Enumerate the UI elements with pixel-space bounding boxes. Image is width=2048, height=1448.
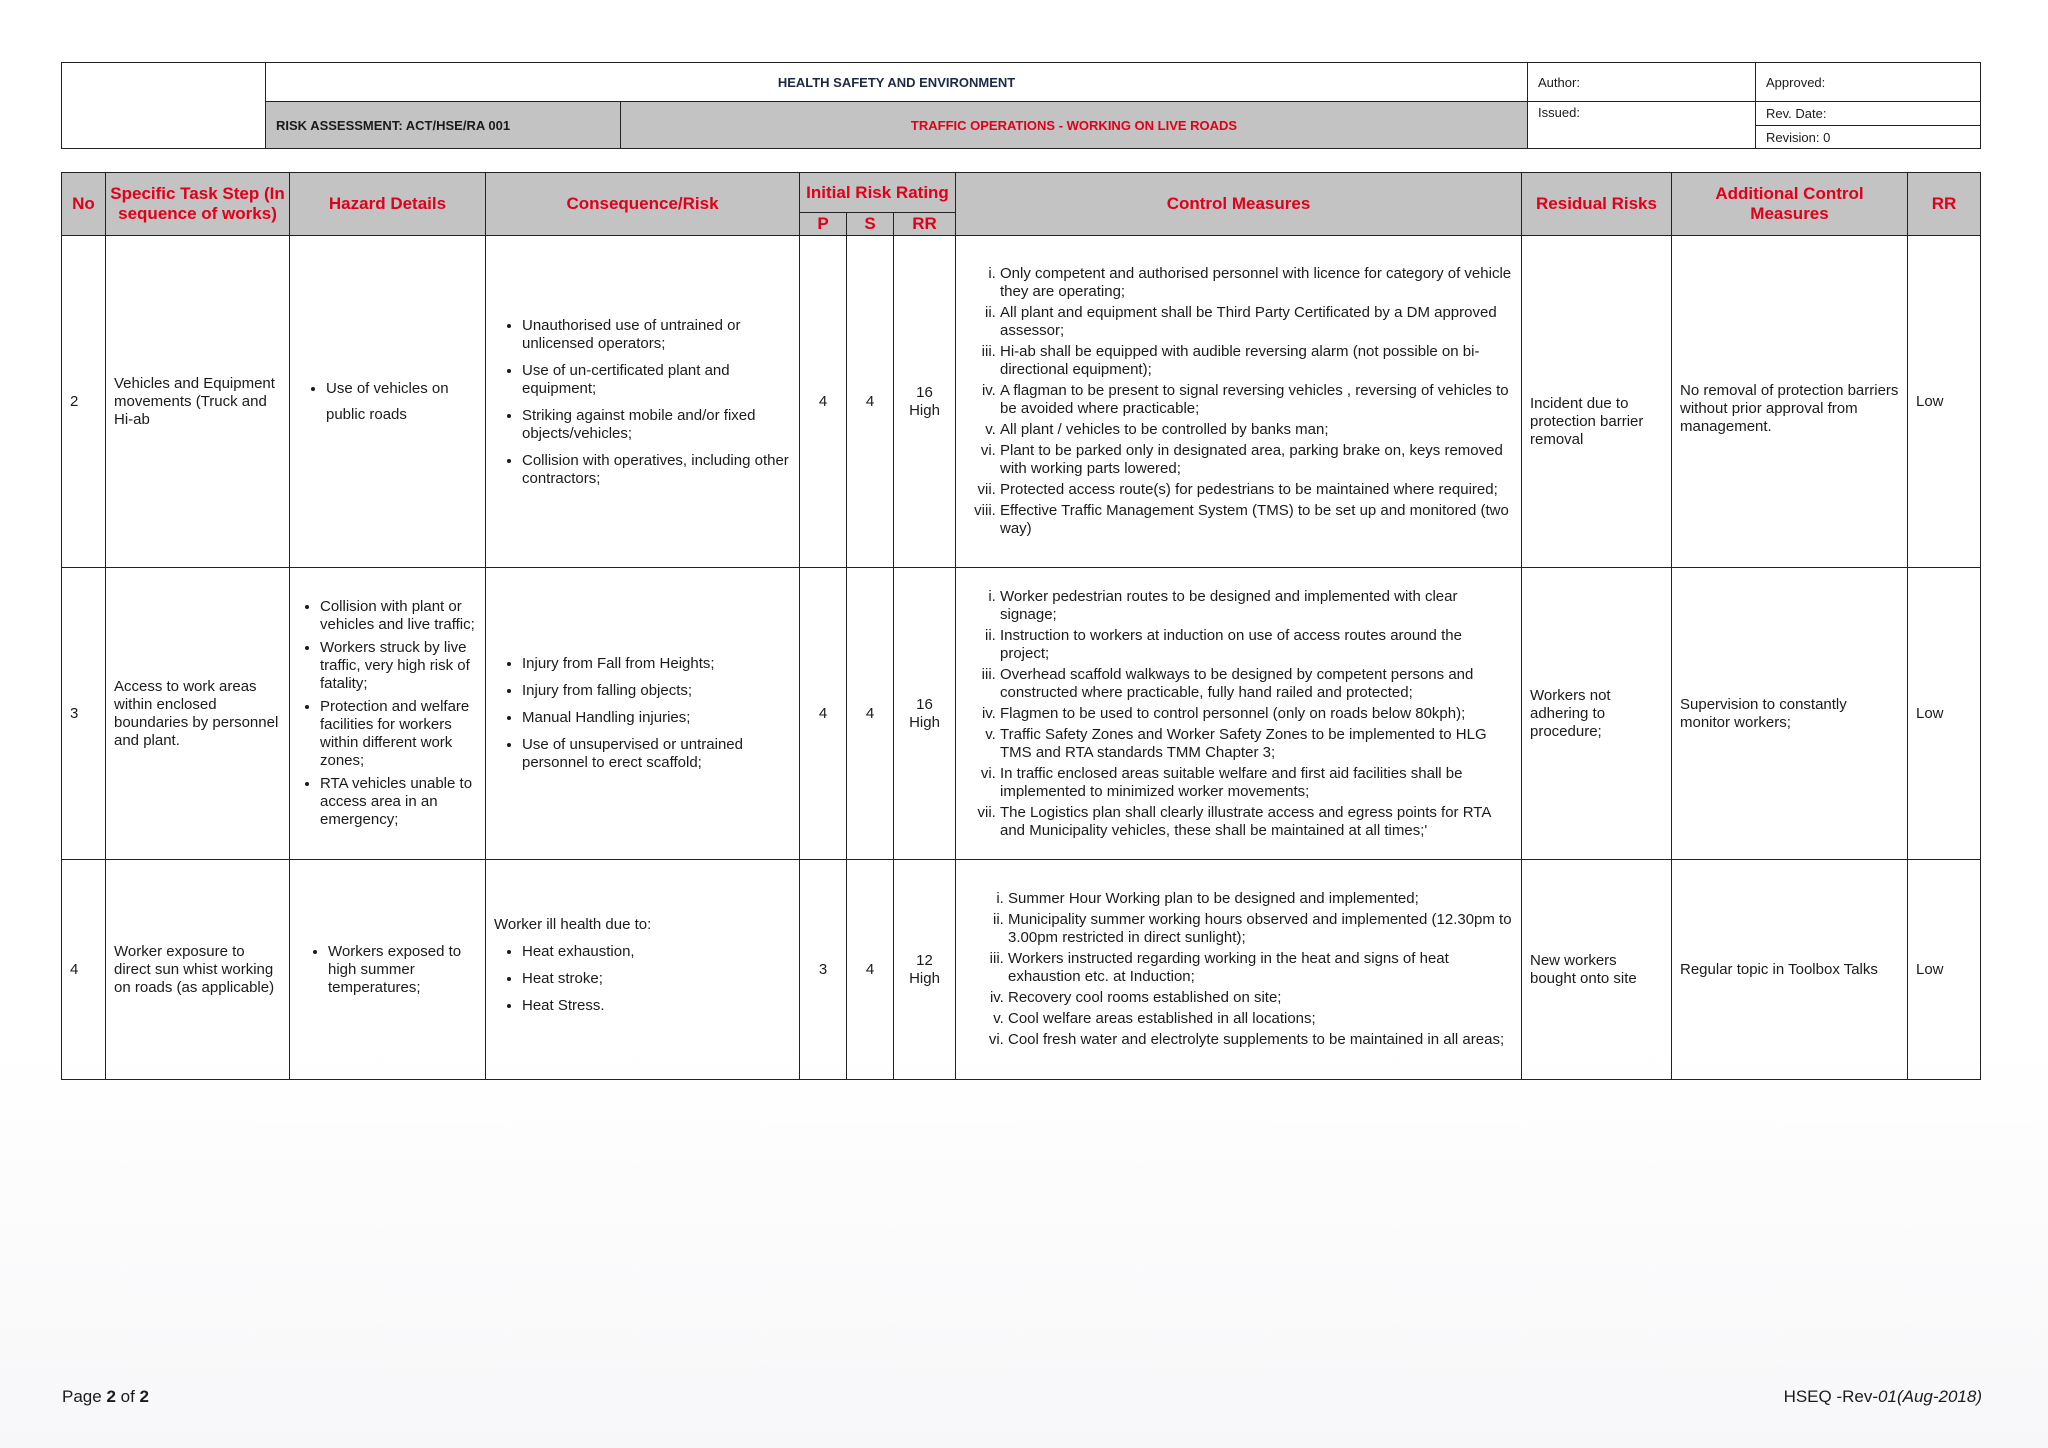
document-header bbox=[61, 62, 1981, 149]
list-item: • RTA vehicles unable to access area in an emergency; bbox=[320, 775, 477, 829]
page-of: of bbox=[115, 1387, 140, 1406]
list-item: • Manual Handling injuries; bbox=[522, 709, 791, 727]
col-header-additional: Additional Control Measures bbox=[1672, 173, 1908, 236]
list-item: vii. Protected access route(s) for pedestrians to be maintained where required; bbox=[1000, 481, 1513, 499]
revision-field: Revision: 0 bbox=[1756, 126, 1981, 149]
severity: 4 bbox=[847, 860, 894, 1080]
row-number: 4 bbox=[62, 860, 106, 1080]
list-item: ii. Municipality summer working hours observed and implemented (12.30pm to 3.00pm restricted in direct sunlight); bbox=[1008, 911, 1513, 947]
table-row bbox=[62, 236, 1981, 568]
list-item: • Protection and welfare facilities for workers within different work zones; bbox=[320, 698, 477, 770]
section-title: HEALTH SAFETY AND ENVIRONMENT bbox=[266, 63, 1528, 102]
document-reference bbox=[1784, 1387, 1982, 1407]
probability: 3 bbox=[800, 860, 847, 1080]
list-item: v. Cool welfare areas established in all locations; bbox=[1008, 1010, 1513, 1028]
page-total: 2 bbox=[139, 1387, 149, 1406]
list-item: i. Only competent and authorised personnel with licence for category of vehicle they are operating; bbox=[1000, 265, 1513, 301]
residual-risk bbox=[1522, 236, 1672, 568]
risk-assessment-title: TRAFFIC OPERATIONS - WORKING ON LIVE ROADS bbox=[621, 102, 1528, 149]
list-item: • Workers exposed to high summer temperatures; bbox=[328, 943, 477, 997]
residual-risk-text: Incident due to protection barrier removal bbox=[1530, 394, 1644, 448]
list-item: ii. Instruction to workers at induction on use of access routes around the project; bbox=[1000, 627, 1513, 663]
list-item: vi. Cool fresh water and electrolyte supplements to be maintained in all areas; bbox=[1008, 1031, 1513, 1049]
hazard-details bbox=[290, 568, 486, 860]
col-header-hazard: Hazard Details bbox=[290, 173, 486, 236]
logo-placeholder bbox=[62, 63, 266, 149]
list-item: • Workers struck by live traffic, very high risk of fatality; bbox=[320, 639, 477, 693]
col-header-rr-final: RR bbox=[1908, 173, 1981, 236]
list-item: v. All plant / vehicles to be controlled by banks man; bbox=[1000, 421, 1513, 439]
list-item: ii. All plant and equipment shall be Third Party Certificated by a DM approved assessor; bbox=[1000, 304, 1513, 340]
list-item: v. Traffic Safety Zones and Worker Safety Zones to be implemented to HLG TMS and RTA standards TMM Chapter 3; bbox=[1000, 726, 1513, 762]
doc-ref: HSEQ -Rev- bbox=[1783, 1387, 1879, 1406]
page-current: 2 bbox=[106, 1387, 116, 1406]
risk-rating-level: High bbox=[909, 969, 940, 987]
severity: 4 bbox=[847, 236, 894, 568]
table-row bbox=[62, 860, 1981, 1080]
list-item: iii. Overhead scaffold walkways to be designed by competent persons and constructed where practicable, fully hand railed and protected; bbox=[1000, 666, 1513, 702]
doc-revision: 01(Aug-2018) bbox=[1878, 1387, 1982, 1406]
row-number: 2 bbox=[62, 236, 106, 568]
risk-assessment-table bbox=[61, 172, 1981, 1080]
task-step: Worker exposure to direct sun whist working on roads (as applicable) bbox=[106, 860, 290, 1080]
additional-control-text: No removal of protection barriers without prior approval from management. bbox=[1680, 382, 1899, 435]
list-item: i. Summer Hour Working plan to be designed and implemented; bbox=[1008, 890, 1513, 908]
hazard-details bbox=[290, 860, 486, 1080]
task-step: Access to work areas within enclosed boundaries by personnel and plant. bbox=[106, 568, 290, 860]
consequence-risk bbox=[486, 860, 800, 1080]
list-item: iv. Flagmen to be used to control personnel (only on roads below 80kph); bbox=[1000, 705, 1513, 723]
col-header-consequence: Consequence/Risk bbox=[486, 173, 800, 236]
risk-rating bbox=[894, 860, 956, 1080]
list-item: iv. Recovery cool rooms established on site; bbox=[1008, 989, 1513, 1007]
list-item: • Injury from falling objects; bbox=[522, 682, 791, 700]
residual-rating: Low bbox=[1908, 860, 1981, 1080]
list-item: • Use of vehicles on public roads bbox=[326, 376, 477, 428]
list-item: i. Worker pedestrian routes to be designed and implemented with clear signage; bbox=[1000, 588, 1513, 624]
list-item: vi. In traffic enclosed areas suitable welfare and first aid facilities shall be implemented to minimized worker movements; bbox=[1000, 765, 1513, 801]
col-header-no: No bbox=[62, 173, 106, 236]
col-header-rr: RR bbox=[894, 213, 956, 236]
residual-rating: Low bbox=[1908, 236, 1981, 568]
list-item: • Heat exhaustion, bbox=[522, 943, 791, 961]
risk-rating bbox=[894, 568, 956, 860]
page-prefix: Page bbox=[62, 1387, 107, 1406]
list-item: • Collision with operatives, including other contractors; bbox=[522, 452, 791, 488]
control-measures bbox=[956, 860, 1522, 1080]
additional-control: Supervision to constantly monitor workers; bbox=[1672, 568, 1908, 860]
issued-field: Issued: bbox=[1528, 102, 1756, 149]
list-item: • Use of unsupervised or untrained personnel to erect scaffold; bbox=[522, 736, 791, 772]
list-item: iii. Hi-ab shall be equipped with audible reversing alarm (not possible on bi-directional equipment); bbox=[1000, 343, 1513, 379]
list-item: • Unauthorised use of untrained or unlicensed operators; bbox=[522, 317, 791, 353]
list-item: iii. Workers instructed regarding working in the heat and signs of heat exhaustion etc. at Induction; bbox=[1008, 950, 1513, 986]
risk-rating-value: 16 bbox=[916, 383, 933, 401]
task-step: Vehicles and Equipment movements (Truck and Hi-ab bbox=[106, 236, 290, 568]
risk-rating-value: 12 bbox=[916, 951, 933, 969]
residual-rating: Low bbox=[1908, 568, 1981, 860]
severity: 4 bbox=[847, 568, 894, 860]
rev-date-field: Rev. Date: bbox=[1756, 102, 1981, 126]
list-item: vi. Plant to be parked only in designated area, parking brake on, keys removed with working parts lowered; bbox=[1000, 442, 1513, 478]
list-item: • Use of un-certificated plant and equipment; bbox=[522, 362, 791, 398]
page-number bbox=[62, 1387, 149, 1407]
list-item: • Heat Stress. bbox=[522, 997, 791, 1015]
risk-assessment-code: RISK ASSESSMENT: ACT/HSE/RA 001 bbox=[266, 102, 621, 149]
approved-field: Approved: bbox=[1756, 63, 1981, 102]
table-row bbox=[62, 568, 1981, 860]
residual-risk: New workers bought onto site bbox=[1522, 860, 1672, 1080]
residual-risk: Workers not adhering to procedure; bbox=[1522, 568, 1672, 860]
probability: 4 bbox=[800, 236, 847, 568]
col-header-residual: Residual Risks bbox=[1522, 173, 1672, 236]
list-item: vii. The Logistics plan shall clearly illustrate access and egress points for RTA and Municipality vehicles, these shall be maintained at all times;' bbox=[1000, 804, 1513, 840]
risk-rating-level: High bbox=[909, 401, 940, 419]
list-item: • Collision with plant or vehicles and live traffic; bbox=[320, 598, 477, 634]
list-item: • Heat stroke; bbox=[522, 970, 791, 988]
consequence-risk bbox=[486, 236, 800, 568]
risk-rating-level: High bbox=[909, 713, 940, 731]
col-header-control: Control Measures bbox=[956, 173, 1522, 236]
col-header-s: S bbox=[847, 213, 894, 236]
author-field: Author: bbox=[1528, 63, 1756, 102]
col-header-initial-risk: Initial Risk Rating bbox=[800, 173, 956, 213]
risk-rating bbox=[894, 236, 956, 568]
list-item: • Injury from Fall from Heights; bbox=[522, 655, 791, 673]
list-item: iv. A flagman to be present to signal reversing vehicles , reversing of vehicles to be avoided where practicable; bbox=[1000, 382, 1513, 418]
consequence-intro: Worker ill health due to: bbox=[494, 915, 652, 933]
probability: 4 bbox=[800, 568, 847, 860]
control-measures bbox=[956, 236, 1522, 568]
list-item: • Striking against mobile and/or fixed objects/vehicles; bbox=[522, 407, 791, 443]
row-number: 3 bbox=[62, 568, 106, 860]
hazard-details bbox=[290, 236, 486, 568]
risk-rating-value: 16 bbox=[916, 695, 933, 713]
additional-control: Regular topic in Toolbox Talks bbox=[1672, 860, 1908, 1080]
col-header-task-step: Specific Task Step (In sequence of works) bbox=[106, 173, 290, 236]
col-header-p: P bbox=[800, 213, 847, 236]
consequence-risk bbox=[486, 568, 800, 860]
additional-control bbox=[1672, 236, 1908, 568]
control-measures bbox=[956, 568, 1522, 860]
list-item: viii. Effective Traffic Management System (TMS) to be set up and monitored (two way) bbox=[1000, 502, 1513, 538]
